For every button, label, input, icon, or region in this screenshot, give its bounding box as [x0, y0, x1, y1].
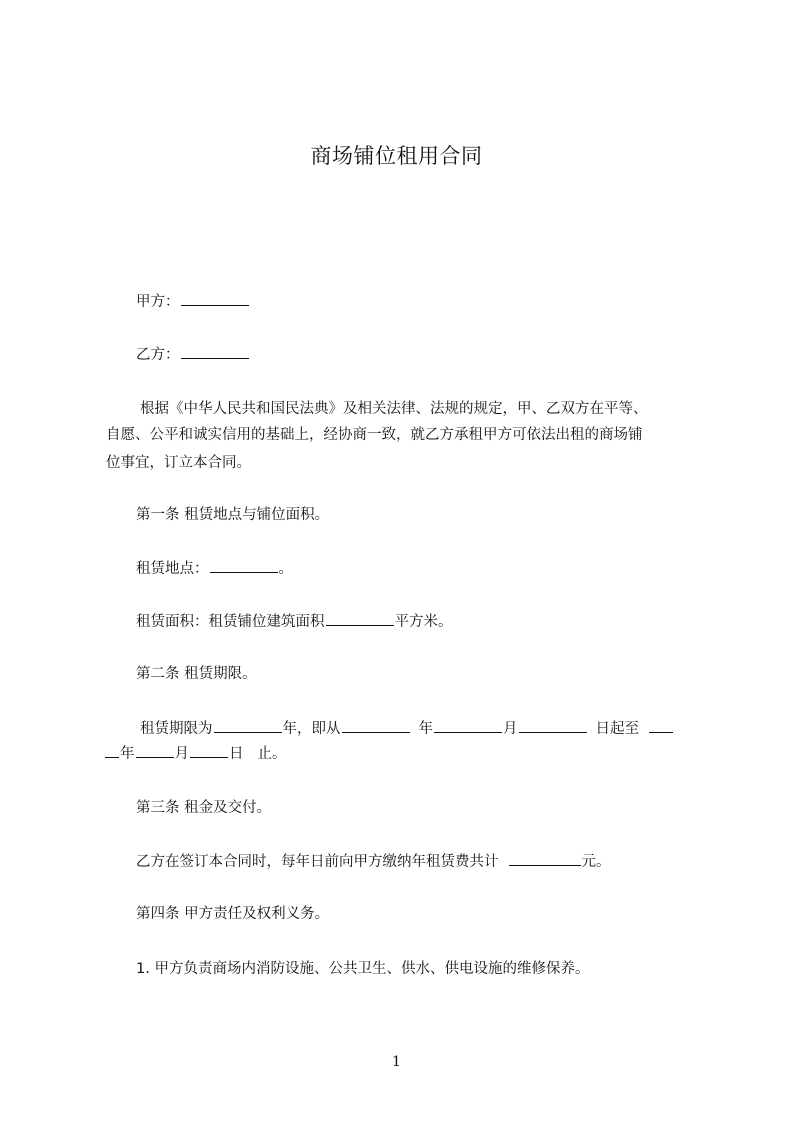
party-a-line: [136, 290, 250, 313]
document-title: 商场铺位租用合同: [310, 144, 483, 168]
rental-area-label: 租赁面积：租赁铺位建筑面积: [136, 614, 325, 630]
rental-location-line: [136, 557, 293, 580]
article1-heading: 第一条 租赁地点与铺位面积。: [136, 507, 330, 523]
party-a-blank[interactable]: [181, 290, 249, 306]
start-month-blank[interactable]: [434, 717, 502, 733]
rental-period-year-text: 年，即从: [282, 721, 341, 737]
rental-area-line: [136, 610, 453, 633]
end-month-text: 月: [174, 746, 189, 762]
rental-area-blank[interactable]: [326, 610, 394, 626]
article4-item1: 1. 甲方负责商场内消防设施、公共卫生、供水、供电设施的维修保养。: [136, 961, 590, 977]
rent-prefix: 乙方在签订本合同时，每年日前向甲方缴纳年租赁费共计: [136, 854, 499, 870]
rental-location-suffix: 。: [278, 561, 293, 577]
rental-period-prefix: 租赁期限为: [140, 721, 213, 737]
preamble-line-2: 自愿、公平和诚实信用的基础上，经协商一致，就乙方承租甲方可依法出租的商场铺: [106, 427, 643, 443]
article4-heading: 第四条 甲方责任及权利义务。: [136, 906, 330, 922]
rental-years-blank[interactable]: [214, 717, 282, 733]
end-year-text: 年: [120, 746, 135, 762]
preamble-line-1: 根据《中华人民共和国民法典》及相关法律、法规的规定，甲、乙双方在平等、: [140, 401, 648, 417]
party-b-label: 乙方：: [136, 347, 180, 363]
end-year-blank-part2[interactable]: [105, 742, 119, 758]
article3-heading: 第三条 租金及交付。: [136, 800, 272, 816]
end-year-blank-part1[interactable]: [649, 717, 673, 733]
start-year-text: 年: [418, 721, 433, 737]
end-text: 止。: [257, 746, 287, 762]
start-month-text: 月: [503, 721, 518, 737]
rental-period-line: [140, 717, 674, 740]
rent-suffix: 元。: [581, 854, 611, 870]
article2-heading: 第二条 租赁期限。: [136, 666, 257, 682]
party-b-line: [136, 343, 250, 366]
start-year-blank[interactable]: [342, 717, 410, 733]
preamble-line-3: 位事宜，订立本合同。: [106, 455, 251, 471]
party-a-label: 甲方：: [136, 294, 180, 310]
end-day-blank[interactable]: [190, 742, 228, 758]
rental-area-suffix: 平方米。: [394, 614, 453, 630]
rent-line: [136, 850, 611, 873]
page-number: 1: [392, 1054, 401, 1070]
start-day-blank[interactable]: [519, 717, 587, 733]
party-b-blank[interactable]: [181, 343, 249, 359]
rental-location-blank[interactable]: [210, 557, 278, 573]
start-day-text: 日起至: [595, 721, 639, 737]
rent-amount-blank[interactable]: [509, 850, 581, 866]
rental-location-label: 租赁地点：: [136, 561, 209, 577]
end-day-text: 日: [229, 746, 244, 762]
rental-period-line-2: [104, 742, 287, 765]
end-month-blank[interactable]: [136, 742, 174, 758]
